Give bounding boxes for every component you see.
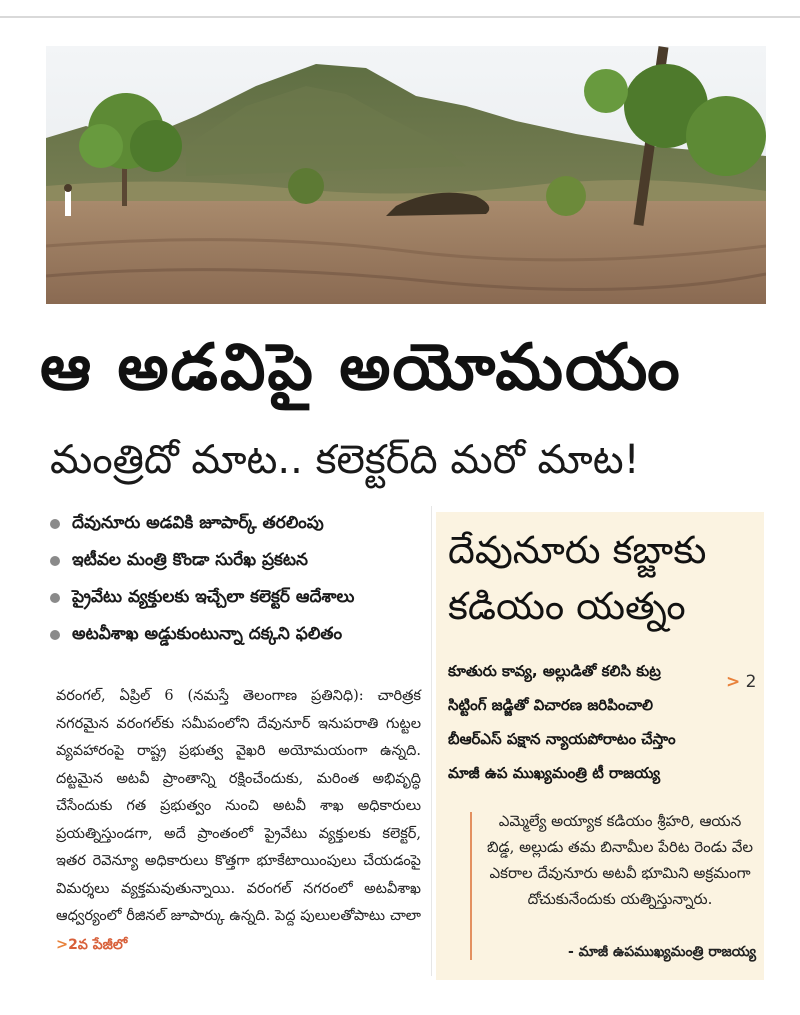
- column-divider: [431, 506, 432, 976]
- bullet-text: అటవీశాఖ అడ్డుకుంటున్నా దక్కని ఫలితం: [72, 624, 343, 644]
- continued-arrow-icon: >: [56, 935, 69, 953]
- quote-attribution: - మాజీ ఉపముఖ్యమంత్రి రాజయ్య: [567, 944, 756, 960]
- sidebar-title: [448, 522, 758, 634]
- sidebar-point: సిట్టింగ్‌ జడ్జితో విచారణ జరిపించాలి: [448, 696, 653, 714]
- top-rule: [0, 16, 800, 18]
- see-page-ref: [726, 672, 756, 692]
- continued-on-page: 2వ పేజీలో: [68, 936, 128, 953]
- bullet-dot-icon: [50, 556, 60, 566]
- bullet-item: [46, 542, 424, 579]
- article-body-text: వరంగల్‌, ఏప్రిల్‌ 6 (నమస్తే తెలంగాణ ప్రతినిధి): చారిత్రక నగరమైన వరంగల్‌కు సమీపంలోని దేవునూర్‌ ఇనుపరాతి గుట్టల వ్యవహారంపై రాష్ట్ర ప్రభుత్వ వైఖరి అయోమయంగా ఉన్నది. దట్టమైన అటవీ ప్రాంతాన్ని రక్షించేందుకు, మరింత అభివృద్ధి చేసేందుకు గత ప్రభుత్వం నుంచి అటవీ శాఖ అధికారులు ప్రయత్నిస్తుండగా, అదే ప్రాంతంలో ప్రైవేటు వ్యక్తులకు కలెక్టర్‌, ఇతర రెవెన్యూ అధికారులు కొత్తగా భూకేటాయింపులు చేయడంపై విమర్శలు వ్యక్తమవుతున్నాయి. వరంగల్‌ నగరంలో అటవీశాఖ ఆధ్వర్యంలో రీజినల్‌ జూపార్కు ఉన్నది. పెద్ద పులులతోపాటు చాలా: [56, 688, 421, 924]
- sidebar-point: మాజీ ఉప ముఖ్యమంత్రి టీ రాజయ్య: [448, 764, 661, 782]
- bullet-dot-icon: [50, 630, 60, 640]
- landscape-photo: [46, 46, 766, 304]
- subheadline: మంత్రిదో మాట.. కలెక్టర్‌ది మరో మాట!: [50, 437, 640, 483]
- article-body: [56, 683, 421, 959]
- sidebar-quote: ఎమ్మెల్యే అయ్యాక కడియం శ్రీహరి, ఆయన బిడ్డ, అల్లుడు తమ బినామీల పేరిట రెండు వేల ఎకరాల దేవునూరు అటవీ భూమిని అక్రమంగా దోచుకునేందుకు యత్నిస్తున్నారు.: [486, 812, 754, 908]
- quote-bar: [470, 812, 472, 960]
- headline: ఆ అడవిపై అయోమయం: [40, 331, 682, 405]
- sidebar-points: [448, 654, 758, 790]
- bullet-text: ఇటీవల మంత్రి కొండా సురేఖ ప్రకటన: [72, 550, 308, 570]
- bullet-dot-icon: [50, 519, 60, 529]
- sidebar-box: [436, 512, 764, 980]
- sidebar-point: కూతురు కావ్య, అల్లుడితో కలిసి కుట్ర: [448, 662, 661, 680]
- bullet-text: ప్రైవేటు వ్యక్తులకు ఇచ్చేలా కలెక్టర్‌ ఆదేశాలు: [72, 587, 355, 607]
- bullet-item: [46, 616, 424, 653]
- sidebar-title-line-1: దేవునూరు కబ్జాకు: [448, 528, 707, 572]
- bullet-item: [46, 505, 424, 542]
- see-page-number: 2: [745, 672, 757, 692]
- landscape-photo-icon: [46, 46, 766, 304]
- sidebar-title-line-2: కడియం యత్నం: [448, 584, 686, 628]
- sidebar-point: బీఆర్‌ఎస్‌ పక్షాన న్యాయపోరాటం చేస్తాం: [448, 730, 676, 748]
- bullet-text: దేవునూరు అడవికి జూపార్క్‌ తరలింపు: [72, 513, 324, 533]
- see-page-arrow-icon: >: [726, 672, 741, 692]
- bullet-item: [46, 579, 424, 616]
- highlight-bullets: [46, 505, 424, 653]
- bullet-dot-icon: [50, 593, 60, 603]
